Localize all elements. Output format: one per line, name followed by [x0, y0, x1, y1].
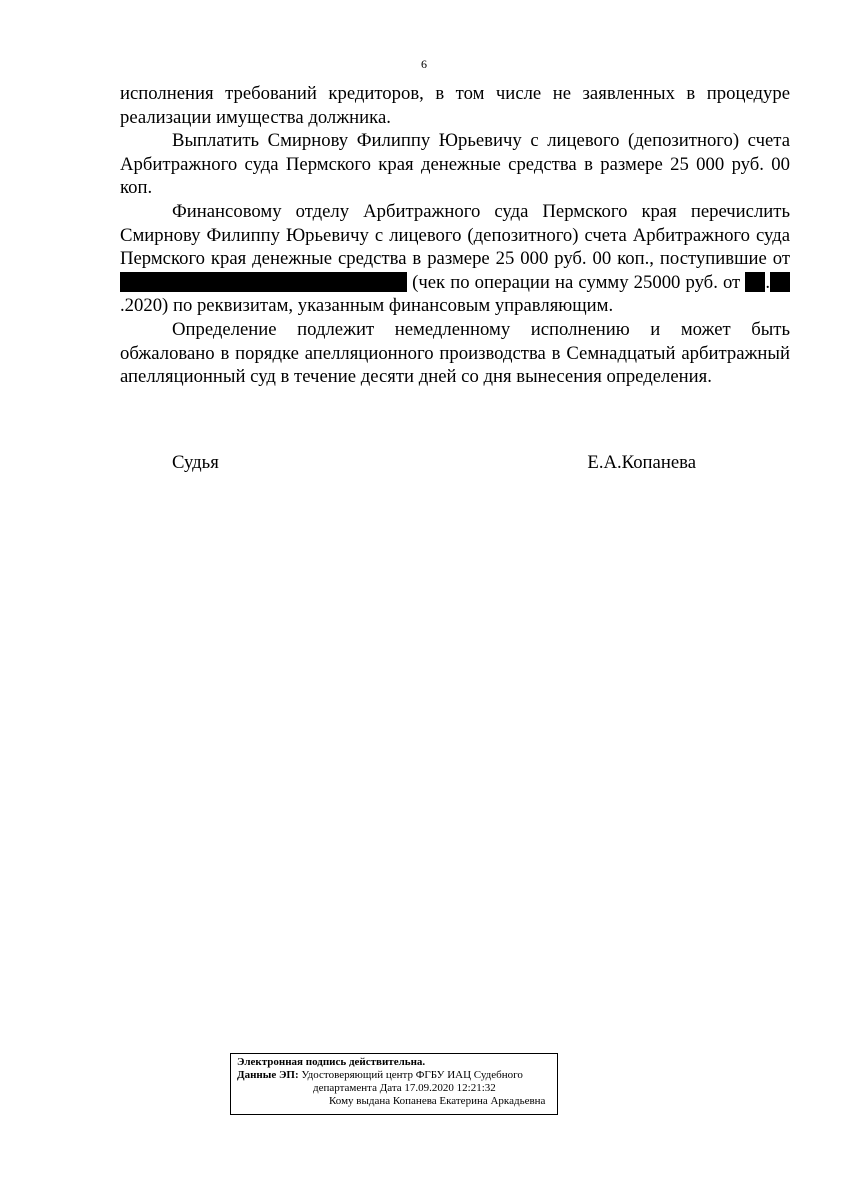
- paragraph-2: Выплатить Смирнову Филиппу Юрьевичу с лицевого (депозитного) счета Арбитражного суда Пермского края денежные средства в размере 25 000 руб. 00 коп.: [120, 130, 790, 199]
- document-body: [120, 82, 790, 389]
- redaction-block: [745, 272, 765, 292]
- redaction-block: [770, 272, 790, 292]
- ep-line-1: Удостоверяющий центр ФГБУ ИАЦ Судебного: [301, 1069, 523, 1081]
- paragraph-3: Финансовому отделу Арбитражного суда Пермского края перечислить Смирнову Филиппу Юрьевичу с лицевого (депозитного) счета Арбитражного суда Пермского края денежные средства в размере 25 000 руб. 00 коп., поступившие от (чек по операции на сумму 25000 руб. от ..2020) по реквизитам, указанным финансовым управляющим.: [120, 200, 790, 317]
- judge-title: Судья: [172, 452, 219, 473]
- ep-line-3: Кому выдана Копанева Екатерина Аркадьевна: [329, 1095, 546, 1107]
- signature-line: [172, 452, 696, 474]
- redaction-block: [120, 272, 407, 292]
- page-number: 6: [421, 57, 427, 71]
- paragraph-1: исполнения требований кредиторов, в том числе не заявленных в процедуре реализации имущества должника.: [120, 83, 790, 128]
- paragraph-4: Определение подлежит немедленному исполнению и может быть обжаловано в порядке апелляционного производства в Семнадцатый арбитражный апелляционный суд в течение десяти дней со дня вынесения определения.: [120, 318, 790, 388]
- ep-data-label: Данные ЭП:: [237, 1069, 299, 1081]
- paragraph-3-text-a: Финансовому отделу Арбитражного суда Пермского края перечислить Смирнову Филиппу Юрьевичу с лицевого (депозитного) счета Арбитражного суда Пермского края денежные средства в размере 25 000 руб. 00 коп., поступившие от: [120, 200, 790, 270]
- ep-title: Электронная подпись действительна.: [237, 1056, 426, 1068]
- paragraph-3-text-b: (чек по операции на сумму 25000 руб. от: [412, 271, 741, 293]
- ep-line-2: департамента Дата 17.09.2020 12:21:32: [313, 1082, 496, 1094]
- electronic-signature-stamp: [230, 1053, 558, 1115]
- paragraph-3-text-c: .2020) по реквизитам, указанным финансовым управляющим.: [120, 295, 614, 317]
- judge-name: Е.А.Копанева: [587, 452, 696, 473]
